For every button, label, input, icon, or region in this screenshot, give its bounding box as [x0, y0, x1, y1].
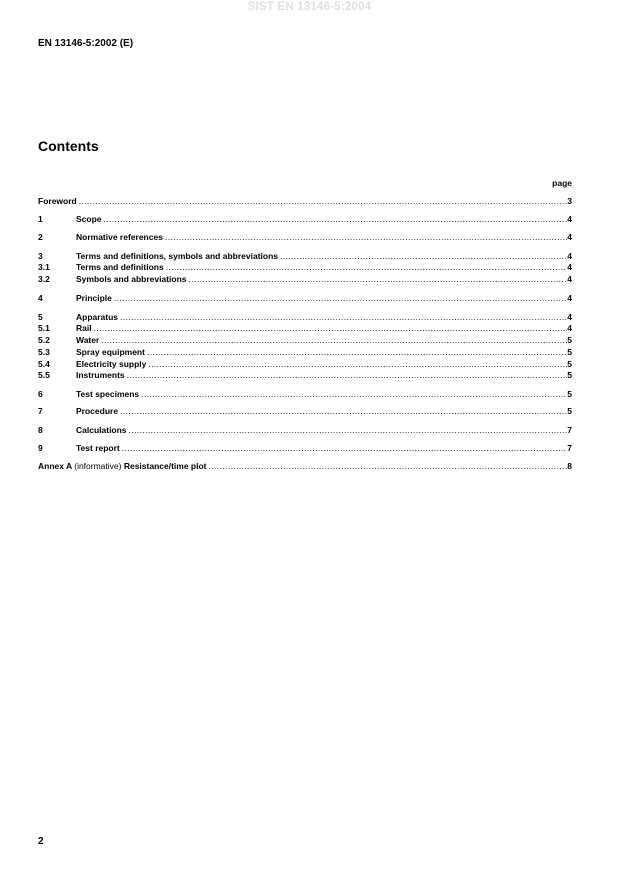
toc-entry[interactable]	[38, 293, 572, 304]
toc-entry-page: 5	[567, 389, 572, 399]
contents-heading: Contents	[38, 138, 99, 154]
toc-entry-number: 5	[38, 312, 43, 322]
toc-entry-page: 5	[567, 335, 572, 345]
toc-entry-title: Terms and definitions, symbols and abbreviations	[76, 251, 278, 261]
toc-entry-number: 4	[38, 293, 43, 303]
toc-entry-page: 5	[567, 347, 572, 357]
toc-entry[interactable]	[38, 232, 572, 243]
toc-entry[interactable]	[38, 347, 572, 358]
toc-entry-title	[38, 461, 207, 472]
toc-entry-title: Foreword	[38, 196, 77, 206]
toc-entry-number: 3	[38, 251, 43, 261]
toc-entry-number: 9	[38, 443, 43, 453]
toc-leader-dots	[146, 359, 567, 370]
toc-entry-number: 5.1	[38, 323, 50, 333]
toc-leader-dots	[118, 406, 567, 417]
toc-entry[interactable]	[38, 312, 572, 323]
toc-entry-number: 5.5	[38, 370, 50, 380]
toc-entry[interactable]	[38, 389, 572, 400]
toc-entry-page: 4	[567, 214, 572, 224]
annex-title: Resistance/time plot	[123, 461, 207, 471]
toc-entry-title: Apparatus	[76, 312, 119, 322]
toc-leader-dots	[102, 214, 568, 225]
toc-entry-title: Procedure	[76, 406, 119, 416]
toc-entry-title: Symbols and abbreviations	[76, 274, 187, 284]
toc-entry-page: 4	[567, 251, 572, 261]
toc-leader-dots	[125, 370, 568, 381]
toc-entry-title: Water	[76, 335, 100, 345]
toc-entry-title: Principle	[76, 293, 112, 303]
toc-entry-number: 5.4	[38, 359, 50, 369]
toc-entry-page: 7	[567, 425, 572, 435]
page-number: 2	[38, 836, 44, 847]
toc-entry[interactable]	[38, 274, 572, 285]
toc-entry-page: 7	[567, 443, 572, 453]
toc-entry-title: Rail	[76, 323, 92, 333]
toc-entry-page: 5	[567, 406, 572, 416]
toc-entry-title: Instruments	[76, 370, 125, 380]
toc-entry[interactable]	[38, 251, 572, 262]
toc-leader-dots	[145, 347, 567, 358]
toc-leader-dots	[127, 425, 568, 436]
toc-entry[interactable]	[38, 214, 572, 225]
toc-entry[interactable]	[38, 196, 572, 207]
toc-entry-title: Normative references	[76, 232, 163, 242]
toc-leader-dots	[164, 262, 568, 273]
toc-entry-page: 5	[567, 370, 572, 380]
toc-entry-number: 8	[38, 425, 43, 435]
toc-entry-number: 5.3	[38, 347, 50, 357]
toc-leader-dots	[112, 293, 567, 304]
toc-entry[interactable]	[38, 323, 572, 334]
toc-entry-page: 4	[567, 262, 572, 272]
toc-entry[interactable]	[38, 425, 572, 436]
toc-entry-title: Test specimens	[76, 389, 140, 399]
toc-entry[interactable]	[38, 335, 572, 346]
toc-entry-title: Scope	[76, 214, 102, 224]
toc-leader-dots	[187, 274, 568, 285]
toc-entry-title: Terms and definitions	[76, 262, 164, 272]
toc-entry-page: 4	[567, 232, 572, 242]
toc-entry[interactable]	[38, 370, 572, 381]
page-column-label: page	[552, 178, 572, 188]
toc-leader-dots	[207, 461, 568, 472]
toc-entry-page: 3	[567, 196, 572, 206]
watermark: SIST EN 13146-5:2004	[247, 1, 372, 13]
toc-entry-annex-a[interactable]	[38, 461, 572, 472]
toc-entry-title: Electricity supply	[76, 359, 147, 369]
toc-entry-title: Calculations	[76, 425, 127, 435]
annex-qualifier: (informative)	[74, 461, 122, 471]
toc-leader-dots	[118, 312, 567, 323]
toc-leader-dots	[163, 232, 567, 243]
toc-leader-dots	[278, 251, 567, 262]
toc-entry-title: Test report	[76, 443, 120, 453]
toc-entry[interactable]	[38, 406, 572, 417]
toc-entry-number: 3.1	[38, 262, 50, 272]
toc-leader-dots	[77, 196, 568, 207]
toc-entry-page: 4	[567, 274, 572, 284]
toc-leader-dots	[92, 323, 568, 334]
toc-entry[interactable]	[38, 443, 572, 454]
toc-entry-number: 6	[38, 389, 43, 399]
toc-entry-title: Spray equipment	[76, 347, 145, 357]
toc-leader-dots	[139, 389, 567, 400]
toc-entry-page: 5	[567, 359, 572, 369]
annex-label: Annex A	[38, 461, 72, 471]
toc-entry[interactable]	[38, 262, 572, 273]
toc-entry-number: 5.2	[38, 335, 50, 345]
toc-entry[interactable]	[38, 359, 572, 370]
toc-leader-dots	[99, 335, 567, 346]
toc-entry-number: 2	[38, 232, 43, 242]
toc-entry-page: 4	[567, 323, 572, 333]
toc-entry-number: 3.2	[38, 274, 50, 284]
toc-entry-page: 4	[567, 312, 572, 322]
toc-entry-number: 1	[38, 214, 43, 224]
toc-entry-number: 7	[38, 406, 43, 416]
toc-leader-dots	[120, 443, 567, 454]
toc-entry-page: 8	[567, 461, 572, 471]
document-id: EN 13146-5:2002 (E)	[38, 38, 134, 49]
toc-entry-page: 4	[567, 293, 572, 303]
